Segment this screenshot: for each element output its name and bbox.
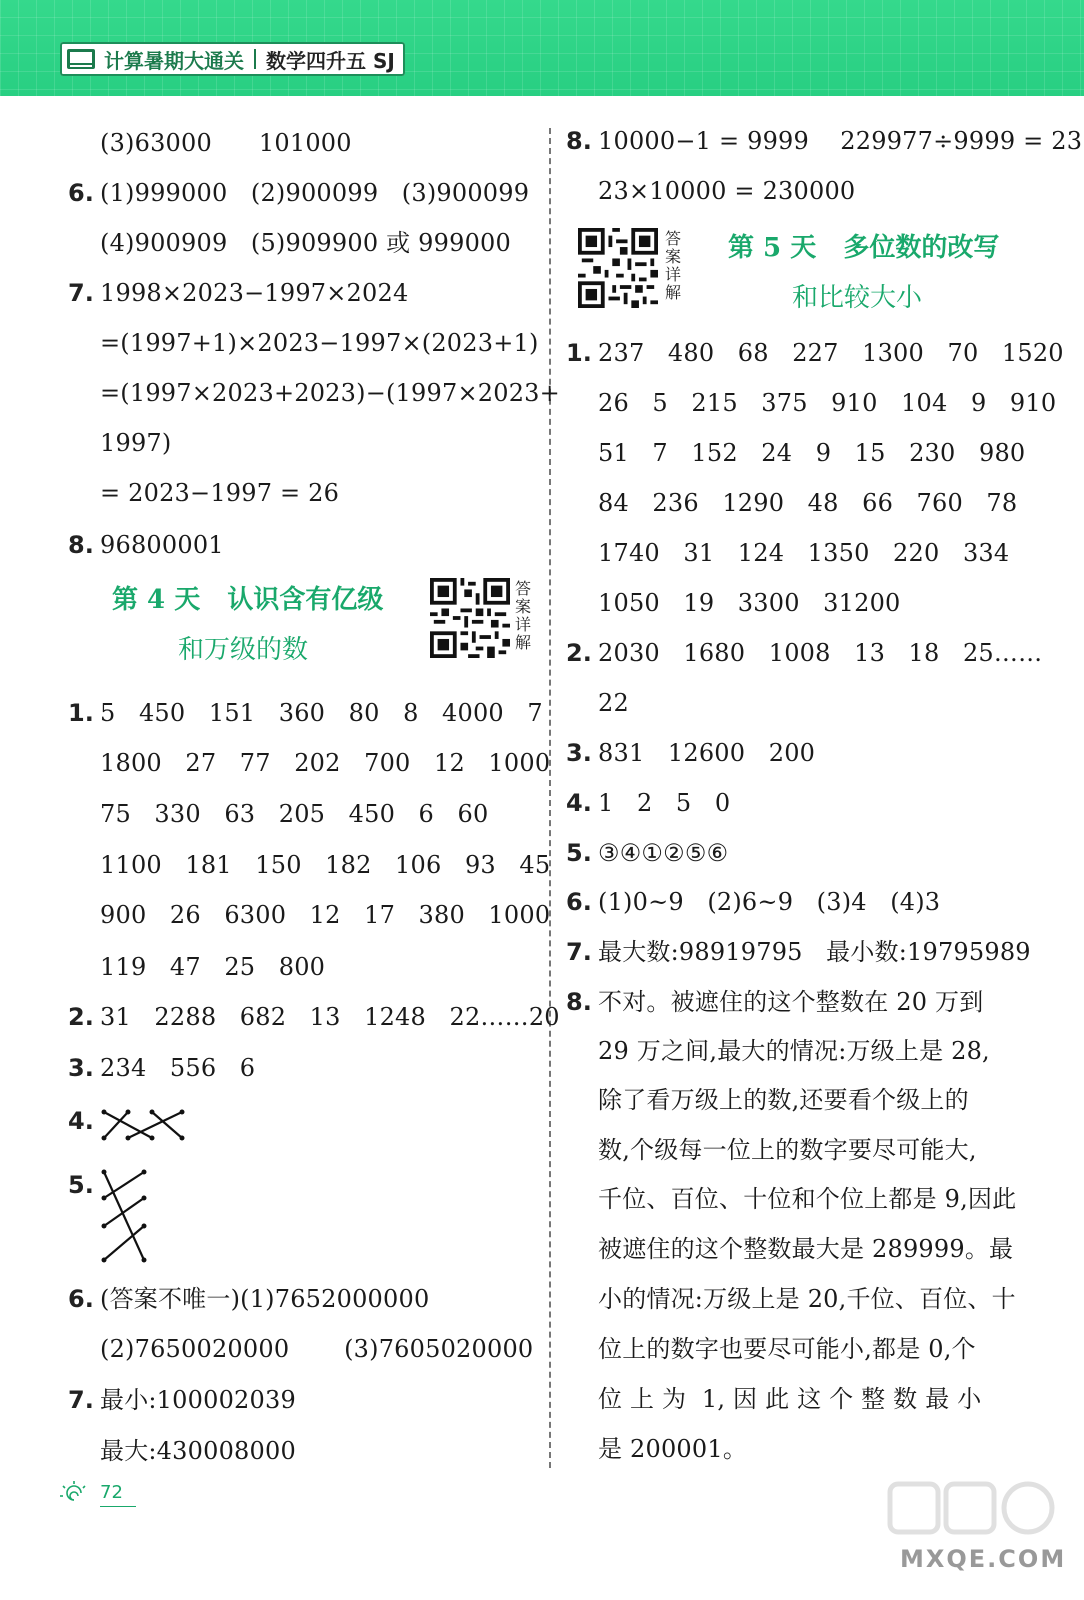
answer-line: 小的情况:万级上是 20,千位、百位、十 <box>598 1285 1016 1313</box>
question-number: 1. <box>566 339 592 367</box>
answer-line: 1800 27 77 202 700 12 1000 <box>100 749 551 777</box>
question-number: 7. <box>68 279 94 307</box>
answer-line: (4)900909 (5)909900 或 999000 <box>100 229 511 257</box>
answer-line: 119 47 25 800 <box>100 953 326 981</box>
answer-line: 23×10000 = 230000 <box>598 177 856 205</box>
qr-caption-char: 详 <box>514 615 531 634</box>
question-number: 8. <box>566 127 592 155</box>
qr-caption-char: 案 <box>664 247 681 266</box>
answer-line: 75 330 63 205 450 6 60 <box>100 800 489 828</box>
series-title: 计算暑期大通关 <box>104 48 244 73</box>
question-number: 2. <box>68 1003 94 1031</box>
header-label <box>60 42 405 76</box>
question-number: 6. <box>68 1285 94 1313</box>
qr-code-icon[interactable] <box>430 578 510 658</box>
question-number: 8. <box>566 988 592 1016</box>
qr-caption-char: 答 <box>664 229 681 248</box>
answer-line: 2030 1680 1008 13 18 25…… <box>598 639 1043 667</box>
answer-line: 51 7 152 24 9 15 230 980 <box>598 439 1026 467</box>
answer-line: 22 <box>598 689 629 717</box>
answer-line: 1998×2023−1997×2024 <box>100 279 409 307</box>
section-title: 第 4 天 认识含有亿级 <box>112 585 384 615</box>
question-number: 4. <box>566 789 592 817</box>
qr-caption-char: 案 <box>514 597 531 616</box>
section-title: 第 5 天 多位数的改写 <box>728 233 1000 263</box>
qr-code-icon[interactable] <box>578 228 658 308</box>
answer-line: = 2023−1997 = 26 <box>100 479 340 507</box>
question-number: 6. <box>68 179 94 207</box>
qr-caption-char: 答 <box>514 579 531 598</box>
answer-line: 是 200001。 <box>598 1435 748 1463</box>
qr-caption-char: 详 <box>664 265 681 284</box>
answer-line: 26 5 215 375 910 104 9 910 <box>598 389 1057 417</box>
answer-line: 最大:430008000 <box>100 1437 296 1465</box>
answer-line: 10000−1 = 9999 229977÷9999 = 23 <box>598 127 1083 155</box>
answer-line: =(1997×2023+2023)−(1997×2023+ <box>100 379 560 407</box>
answer-line: 1050 19 3300 31200 <box>598 589 901 617</box>
answer-line: (2)7650020000 (3)7605020000 <box>100 1335 534 1363</box>
answer-line: (1)999000 (2)900099 (3)900099 <box>100 179 530 207</box>
answer-line: 位上的数字也要尽可能小,都是 0,个 <box>598 1335 976 1363</box>
question-number: 1. <box>68 699 94 727</box>
question-number: 8. <box>68 531 94 559</box>
answer-line: 1100 181 150 182 106 93 45 <box>100 851 551 879</box>
answer-line: 84 236 1290 48 66 760 78 <box>598 489 1018 517</box>
answer-line: 1997) <box>100 429 172 457</box>
book-icon <box>66 47 96 71</box>
question-number: 3. <box>566 739 592 767</box>
question-number: 7. <box>68 1386 94 1414</box>
answer-line: 位 上 为 1, 因 此 这 个 整 数 最 小 <box>598 1385 982 1413</box>
section-subtitle: 和万级的数 <box>178 635 309 665</box>
answer-line: (答案不唯一)(1)7652000000 <box>100 1285 430 1313</box>
question-number: 5. <box>68 1171 94 1199</box>
answer-line: 29 万之间,最大的情况:万级上是 28, <box>598 1037 990 1065</box>
page-number-underline <box>100 1506 136 1507</box>
matching-lines-diagram <box>98 1104 190 1144</box>
answer-line: 96800001 <box>100 531 224 559</box>
header-band <box>0 0 1084 96</box>
answer-line: 千位、百位、十位和个位上都是 9,因此 <box>598 1185 1017 1213</box>
matching-lines-diagram <box>96 1164 154 1268</box>
answer-line: 831 12600 200 <box>598 739 816 767</box>
column-divider <box>549 128 551 1468</box>
page-number: 72 <box>100 1482 123 1503</box>
answer-line: 5 450 151 360 80 8 4000 7 <box>100 699 543 727</box>
watermark-text: MXQE.COM <box>900 1545 1067 1573</box>
qr-caption-char: 解 <box>664 283 681 302</box>
qr-caption-char: 解 <box>514 633 531 652</box>
answer-line: 不对。被遮住的这个整数在 20 万到 <box>598 988 984 1016</box>
question-number: 3. <box>68 1054 94 1082</box>
answer-line: (1)0~9 (2)6~9 (3)4 (4)3 <box>598 888 941 916</box>
answer-line: 900 26 6300 12 17 380 1000 <box>100 901 551 929</box>
answer-line: 最小:100002039 <box>100 1386 296 1414</box>
answer-line: 1 2 5 0 <box>598 789 731 817</box>
answer-line: 最大数:98919795 最小数:19795989 <box>598 938 1031 966</box>
answer-line: 除了看万级上的数,还要看个级上的 <box>598 1086 969 1114</box>
qr-caption <box>512 580 534 652</box>
sun-swirl-icon <box>58 1478 98 1506</box>
question-number: 4. <box>68 1107 94 1135</box>
answer-line: (3)63000 101000 <box>100 129 352 157</box>
qr-caption <box>662 230 684 302</box>
section-subtitle: 和比较大小 <box>792 283 923 313</box>
answer-line: =(1997+1)×2023−1997×(2023+1) <box>100 329 539 357</box>
answer-line: 1740 31 124 1350 220 334 <box>598 539 1010 567</box>
answer-line: 数,个级每一位上的数字要尽可能大, <box>598 1136 977 1164</box>
answer-line: 31 2288 682 13 1248 22……20 <box>100 1003 560 1031</box>
answer-line: 237 480 68 227 1300 70 1520 <box>598 339 1064 367</box>
question-number: 7. <box>566 938 592 966</box>
answer-line: 被遮住的这个整数最大是 289999。最 <box>598 1235 1014 1263</box>
answer-line: 234 556 6 <box>100 1054 256 1082</box>
header-divider <box>254 49 256 69</box>
answer-line: ③④①②⑤⑥ <box>598 839 729 867</box>
question-number: 6. <box>566 888 592 916</box>
book-title: 数学四升五 SJ <box>266 48 395 73</box>
question-number: 2. <box>566 639 592 667</box>
watermark-logo <box>870 1480 1070 1590</box>
question-number: 5. <box>566 839 592 867</box>
